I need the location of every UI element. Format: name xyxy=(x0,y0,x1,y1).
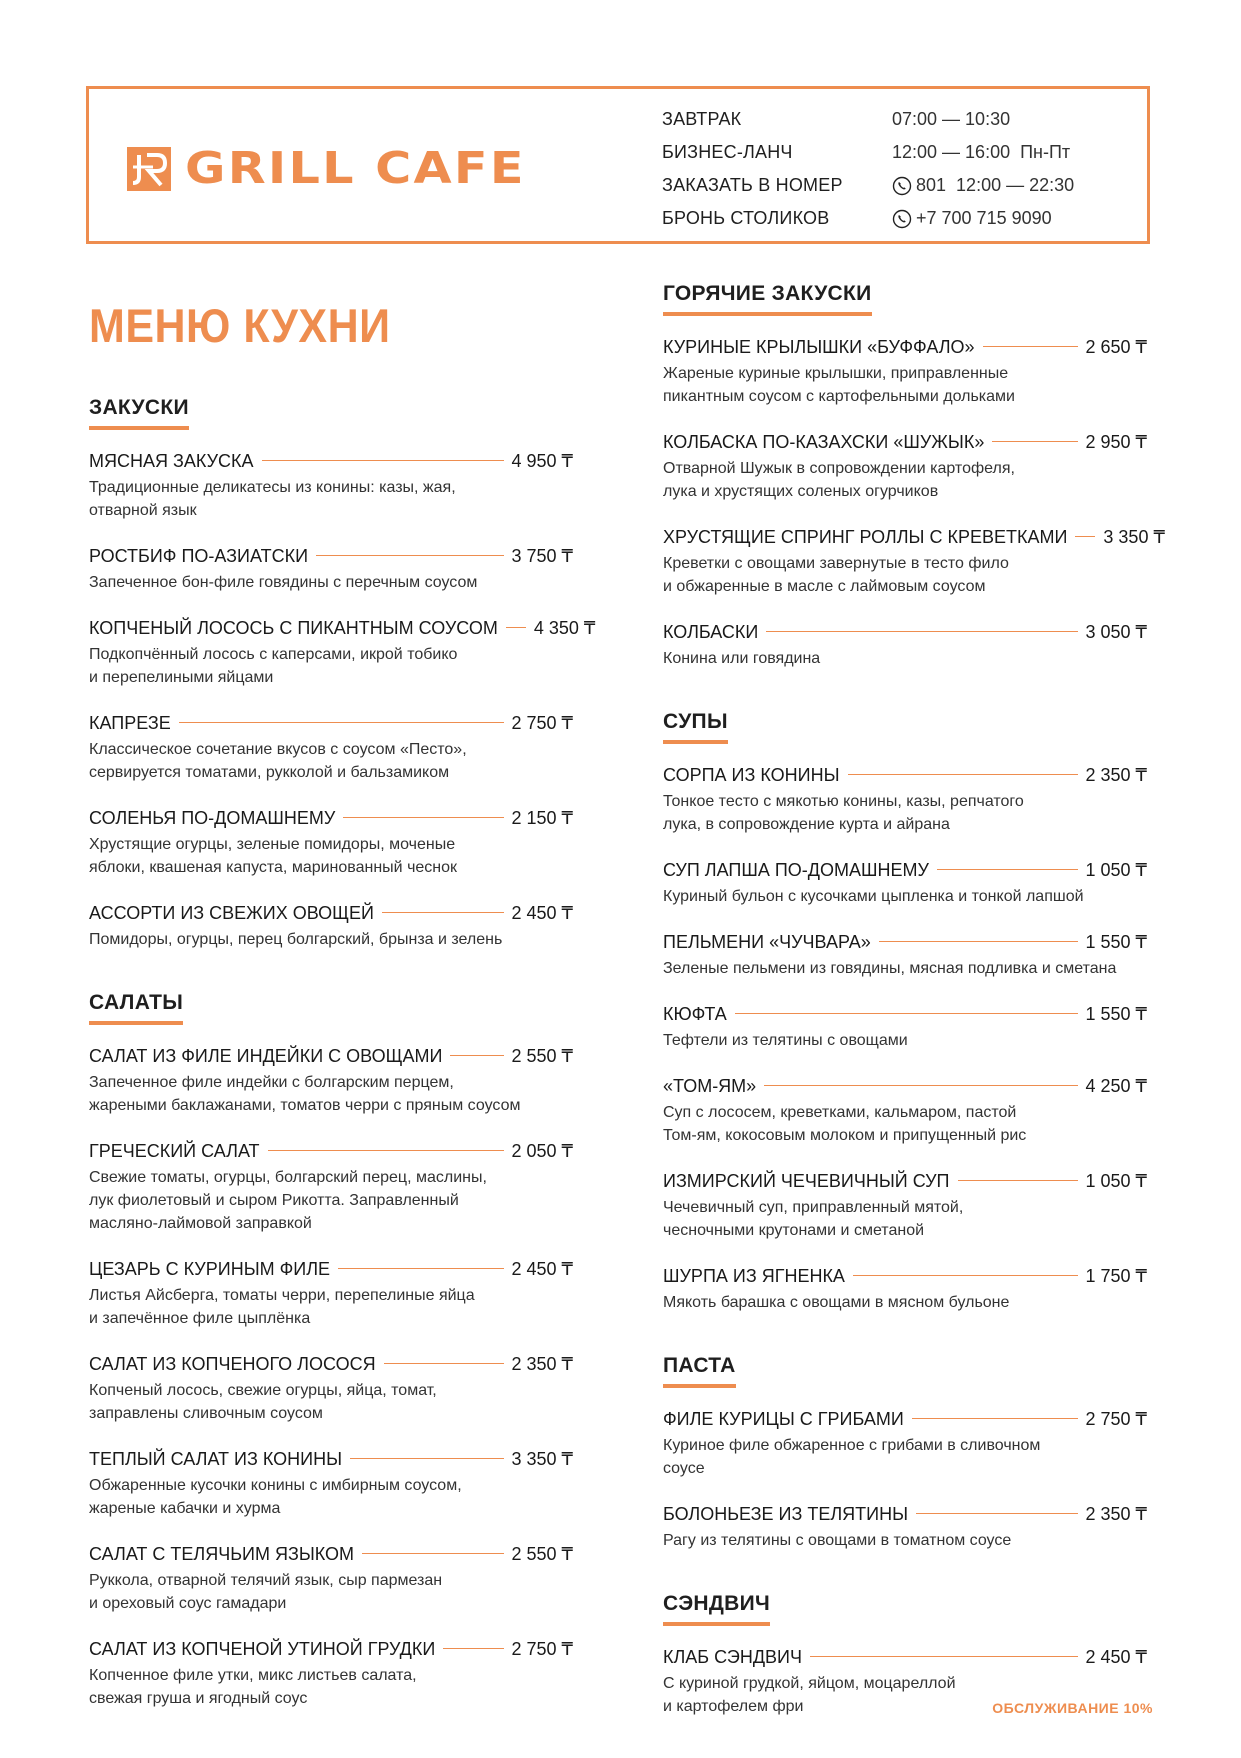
item-price: 2 350 ₸ xyxy=(1085,765,1147,785)
item-price: 1 550 ₸ xyxy=(1085,932,1147,952)
hours-label: БИЗНЕС-ЛАНЧ xyxy=(662,142,793,162)
item-price: 3 050 ₸ xyxy=(1085,622,1147,642)
hours-label: БРОНЬ СТОЛИКОВ xyxy=(662,208,830,228)
item-price: 3 750 ₸ xyxy=(511,546,573,566)
leader-line xyxy=(912,1418,1078,1419)
section-title: ГОРЯЧИЕ ЗАКУСКИ xyxy=(663,282,872,316)
item-price: 2 750 ₸ xyxy=(511,1639,573,1659)
left-column xyxy=(89,282,596,1750)
item-name: ШУРПА ИЗ ЯГНЕНКА xyxy=(663,1266,845,1286)
menu-item xyxy=(89,1259,573,1330)
item-description: Куриный бульон с кусочками цыпленка и тонкой лапшой xyxy=(663,888,1084,905)
item-head xyxy=(663,1647,1147,1671)
item-description: Классическое сочетание вкусов с соусом «Песто», сервируется томатами, рукколой и бальзамиком xyxy=(89,741,467,781)
menu-item xyxy=(89,713,573,784)
item-price: 2 450 ₸ xyxy=(511,903,573,923)
section-title: СУПЫ xyxy=(663,710,728,744)
item-name: СУП ЛАПША ПО-ДОМАШНЕМУ xyxy=(663,860,929,880)
item-price: 2 750 ₸ xyxy=(511,713,573,733)
hours-row xyxy=(662,202,1122,235)
item-head xyxy=(89,903,573,927)
item-name: САЛАТ ИЗ КОПЧЕНОЙ УТИНОЙ ГРУДКИ xyxy=(89,1639,436,1659)
item-head xyxy=(663,932,1147,956)
hours-value xyxy=(892,142,1070,163)
item-description: Руккола, отварной телячий язык, сыр пармезан и ореховый соус гамадари xyxy=(89,1572,443,1612)
item-name: СОРПА ИЗ КОНИНЫ xyxy=(663,765,840,785)
item-price: 2 150 ₸ xyxy=(511,808,573,828)
hours-time: 07:00 — 10:30 xyxy=(892,109,1011,129)
item-head xyxy=(663,432,1147,456)
leader-line xyxy=(766,631,1077,632)
hours-time: +7 700 715 9090 xyxy=(916,208,1052,228)
leader-line xyxy=(958,1180,1078,1181)
service-note: ОБСЛУЖИВАНИЕ 10% xyxy=(992,1700,1153,1716)
leader-line xyxy=(764,1085,1077,1086)
leader-line xyxy=(992,441,1077,442)
item-head xyxy=(89,1141,573,1165)
leader-line xyxy=(810,1656,1078,1657)
item-description: Куриное филе обжаренное с грибами в сливочном соусе xyxy=(663,1437,1041,1477)
menu-section xyxy=(663,710,1147,1314)
leader-line xyxy=(848,774,1078,775)
item-description: Суп с лососем, креветками, кальмаром, пастой Том-ям, кокосовым молоком и припущенный рис xyxy=(663,1104,1027,1144)
right-column xyxy=(663,282,1165,1758)
item-price: 2 450 ₸ xyxy=(1085,1647,1147,1667)
menu-item xyxy=(663,1171,1147,1242)
item-name: КАПРЕЗЕ xyxy=(89,713,171,733)
item-head xyxy=(663,1171,1147,1195)
item-name: КЛАБ СЭНДВИЧ xyxy=(663,1647,802,1667)
item-description: Мякоть барашка с овощами в мясном бульоне xyxy=(663,1294,1010,1311)
item-head xyxy=(663,337,1147,361)
item-price: 2 650 ₸ xyxy=(1085,337,1147,357)
leader-line xyxy=(384,1363,504,1364)
item-head xyxy=(663,1504,1147,1528)
item-price: 2 050 ₸ xyxy=(511,1141,573,1161)
item-name: ГРЕЧЕСКИЙ САЛАТ xyxy=(89,1141,260,1161)
item-name: ФИЛЕ КУРИЦЫ С ГРИБАМИ xyxy=(663,1409,904,1429)
hours-value xyxy=(892,208,1052,229)
item-price: 2 550 ₸ xyxy=(511,1544,573,1564)
hours-extra: 12:00 — 22:30 xyxy=(956,175,1075,195)
menu-item xyxy=(663,527,1165,598)
hours-value xyxy=(892,109,1010,130)
item-price: 2 350 ₸ xyxy=(511,1354,573,1374)
item-head xyxy=(89,546,573,570)
item-description: Копченый лосось, свежие огурцы, яйца, томат, заправлены сливочным соусом xyxy=(89,1382,437,1422)
hours-row xyxy=(662,136,1122,169)
menu-item xyxy=(663,932,1147,980)
item-price: 1 550 ₸ xyxy=(1085,1004,1147,1024)
item-head xyxy=(663,1004,1147,1028)
item-name: АССОРТИ ИЗ СВЕЖИХ ОВОЩЕЙ xyxy=(89,903,374,923)
item-description: Помидоры, огурцы, перец болгарский, брынза и зелень xyxy=(89,931,503,948)
item-name: ЦЕЗАРЬ С КУРИНЫМ ФИЛЕ xyxy=(89,1259,331,1279)
hours-label: ЗАКАЗАТЬ В НОМЕР xyxy=(662,175,843,195)
item-head xyxy=(89,1544,573,1568)
item-name: КОЛБАСКА ПО-КАЗАХСКИ «ШУЖЫК» xyxy=(663,432,985,452)
logo-mark-icon xyxy=(127,147,171,191)
menu-item xyxy=(89,1544,573,1615)
item-name: СОЛЕНЬЯ ПО-ДОМАШНЕМУ xyxy=(89,808,336,828)
menu-item xyxy=(663,432,1147,503)
item-price: 4 350 ₸ xyxy=(533,618,596,638)
item-name: ИЗМИРСКИЙ ЧЕЧЕВИЧНЫЙ СУП xyxy=(663,1171,950,1191)
section-title: ЗАКУСКИ xyxy=(89,396,189,430)
leader-line xyxy=(983,346,1078,347)
menu-section xyxy=(89,991,573,1710)
hours-label: ЗАВТРАК xyxy=(662,109,742,129)
item-description: Конина или говядина xyxy=(663,650,821,667)
item-name: ПЕЛЬМЕНИ «ЧУЧВАРА» xyxy=(663,932,871,952)
menu-item xyxy=(89,451,573,522)
menu-item xyxy=(89,1141,573,1235)
item-name: САЛАТ С ТЕЛЯЧЬИМ ЯЗЫКОМ xyxy=(89,1544,355,1564)
item-name: ТЕПЛЫЙ САЛАТ ИЗ КОНИНЫ xyxy=(89,1449,343,1469)
item-description: Рагу из телятины с овощами в томатном соусе xyxy=(663,1532,1012,1549)
leader-line xyxy=(450,1055,503,1056)
leader-line xyxy=(382,912,504,913)
phone-icon xyxy=(892,176,912,196)
item-description: Тонкое тесто с мякотью конины, казы, репчатого лука, в сопровождение курта и айрана xyxy=(663,793,1024,833)
menu-item xyxy=(89,1354,573,1425)
menu-item xyxy=(89,1449,573,1520)
item-name: МЯСНАЯ ЗАКУСКА xyxy=(89,451,254,471)
menu-item xyxy=(663,1504,1147,1552)
menu-item xyxy=(663,1266,1147,1314)
leader-line xyxy=(879,941,1078,942)
item-description: Жареные куриные крылышки, приправленные пикантным соусом с картофельными дольками xyxy=(663,365,1015,405)
item-description: Запеченное бон-филе говядины с перечным соусом xyxy=(89,574,478,591)
hours-time: 801 xyxy=(916,175,947,195)
item-head xyxy=(89,1639,573,1663)
item-description: Обжаренные кусочки конины с имбирным соусом, жареные кабачки и хурма xyxy=(89,1477,462,1517)
menu-item xyxy=(89,808,573,879)
item-head xyxy=(89,1354,573,1378)
menu-section xyxy=(663,282,1165,670)
item-description: Подкопчённый лосось с каперсами, икрой тобико и перепелиными яйцами xyxy=(89,646,458,686)
item-description: Креветки с овощами завернутые в тесто фило и обжаренные в масле с лаймовым соусом xyxy=(663,555,1009,595)
item-price: 4 950 ₸ xyxy=(511,451,573,471)
menu-item xyxy=(663,337,1147,408)
item-head xyxy=(663,622,1147,646)
leader-line xyxy=(443,1648,503,1649)
leader-line xyxy=(343,817,503,818)
item-name: ХРУСТЯЩИЕ СПРИНГ РОЛЛЫ С КРЕВЕТКАМИ xyxy=(663,527,1068,547)
menu-item xyxy=(663,860,1147,908)
menu-item xyxy=(89,903,573,951)
section-title: САЛАТЫ xyxy=(89,991,183,1025)
header-box xyxy=(86,86,1150,244)
item-description: Запеченное филе индейки с болгарским перцем, жареными баклажанами, томатов черри с пряным соусом xyxy=(89,1074,521,1114)
menu-section xyxy=(663,1354,1147,1552)
leader-line xyxy=(916,1513,1077,1514)
item-name: КУРИНЫЕ КРЫЛЫШКИ «БУФФАЛО» xyxy=(663,337,975,357)
section-title: ПАСТА xyxy=(663,1354,736,1388)
section-title: СЭНДВИЧ xyxy=(663,1592,770,1626)
item-head xyxy=(663,765,1147,789)
item-description: Копченное филе утки, микс листьев салата, свежая груша и ягодный соус xyxy=(89,1667,417,1707)
item-description: Чечевичный суп, приправленный мятой, чесночными крутонами и сметаной xyxy=(663,1199,964,1239)
item-description: Отварной Шужык в сопровождении картофеля, лука и хрустящих соленых огурчиков xyxy=(663,460,1015,500)
leader-line xyxy=(179,722,504,723)
item-head xyxy=(663,1409,1147,1433)
leader-line xyxy=(262,460,504,461)
leader-line xyxy=(350,1458,503,1459)
hours-list xyxy=(662,103,1122,235)
item-name: БОЛОНЬЕЗЕ ИЗ ТЕЛЯТИНЫ xyxy=(663,1504,909,1524)
item-name: КОЛБАСКИ xyxy=(663,622,759,642)
item-price: 2 750 ₸ xyxy=(1085,1409,1147,1429)
item-head xyxy=(663,1266,1147,1290)
item-price: 4 250 ₸ xyxy=(1085,1076,1147,1096)
leader-line xyxy=(1075,536,1095,537)
item-price: 1 750 ₸ xyxy=(1085,1266,1147,1286)
logo xyxy=(127,143,526,194)
leader-line xyxy=(338,1268,503,1269)
leader-line xyxy=(362,1553,503,1554)
menu-item xyxy=(663,1004,1147,1052)
item-description: Зеленые пельмени из говядины, мясная подливка и сметана xyxy=(663,960,1117,977)
leader-line xyxy=(506,627,526,628)
item-head xyxy=(663,860,1147,884)
item-name: КОПЧЕНЫЙ ЛОСОСЬ С ПИКАНТНЫМ СОУСОМ xyxy=(89,618,498,638)
page-title: МЕНЮ КУХНИ xyxy=(89,300,391,353)
item-name: РОСТБИФ ПО-АЗИАТСКИ xyxy=(89,546,309,566)
menu-item xyxy=(89,1639,573,1710)
item-description: Традиционные деликатесы из конины: казы, жая, отварной язык xyxy=(89,479,456,519)
item-price: 2 950 ₸ xyxy=(1085,432,1147,452)
hours-extra: Пн-Пт xyxy=(1020,142,1071,162)
leader-line xyxy=(316,555,503,556)
item-price: 3 350 ₸ xyxy=(1103,527,1165,547)
hours-row xyxy=(662,103,1122,136)
item-name: КЮФТА xyxy=(663,1004,727,1024)
item-description: Тефтели из телятины с овощами xyxy=(663,1032,908,1049)
hours-value xyxy=(892,175,1074,196)
item-name: САЛАТ ИЗ КОПЧЕНОГО ЛОСОСЯ xyxy=(89,1354,376,1374)
leader-line xyxy=(268,1150,504,1151)
item-description: Хрустящие огурцы, зеленые помидоры, моченые яблоки, квашеная капуста, маринованный чеснок xyxy=(89,836,458,876)
item-price: 1 050 ₸ xyxy=(1085,860,1147,880)
hours-row xyxy=(662,169,1122,202)
item-description: Листья Айсберга, томаты черри, перепелиные яйца и запечённое филе цыплёнка xyxy=(89,1287,475,1327)
item-description: Свежие томаты, огурцы, болгарский перец, маслины, лук фиолетовый и сыром Рикотта. Заправленный масляно-лаймовой заправкой xyxy=(89,1169,487,1232)
item-head xyxy=(663,527,1165,551)
menu-item xyxy=(663,622,1147,670)
item-head xyxy=(89,713,573,737)
phone-icon xyxy=(892,209,912,229)
item-head xyxy=(89,618,596,642)
menu-item xyxy=(89,1046,573,1117)
item-name: САЛАТ ИЗ ФИЛЕ ИНДЕЙКИ С ОВОЩАМИ xyxy=(89,1046,443,1066)
menu-section xyxy=(89,396,596,951)
item-head xyxy=(89,451,573,475)
leader-line xyxy=(735,1013,1078,1014)
item-description: С куриной грудкой, яйцом, моцареллой и картофелем фри xyxy=(663,1675,956,1715)
menu-item xyxy=(89,618,596,689)
item-name: «ТОМ-ЯМ» xyxy=(663,1076,757,1096)
menu-item xyxy=(663,1409,1147,1480)
menu-item xyxy=(89,546,573,594)
item-head xyxy=(89,808,573,832)
item-price: 2 550 ₸ xyxy=(511,1046,573,1066)
item-price: 3 350 ₸ xyxy=(511,1449,573,1469)
item-head xyxy=(89,1259,573,1283)
item-head xyxy=(89,1046,573,1070)
item-head xyxy=(663,1076,1147,1100)
leader-line xyxy=(937,869,1078,870)
item-price: 2 450 ₸ xyxy=(511,1259,573,1279)
menu-item xyxy=(663,765,1147,836)
item-price: 2 350 ₸ xyxy=(1085,1504,1147,1524)
item-head xyxy=(89,1449,573,1473)
item-price: 1 050 ₸ xyxy=(1085,1171,1147,1191)
logo-text: GRILL CAFE xyxy=(185,143,526,194)
menu-item xyxy=(663,1076,1147,1147)
hours-time: 12:00 — 16:00 xyxy=(892,142,1011,162)
leader-line xyxy=(853,1275,1078,1276)
